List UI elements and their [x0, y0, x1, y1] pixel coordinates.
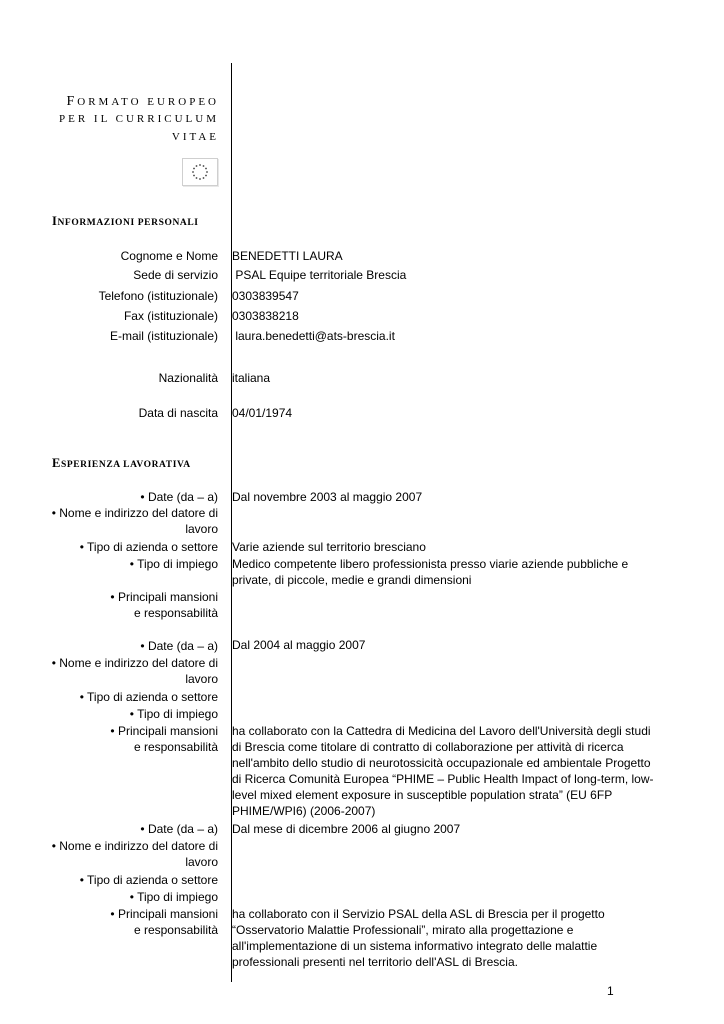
page-number: 1: [607, 984, 614, 998]
label-company-type: • Tipo di azienda o settore: [79, 540, 218, 554]
label-phone: Telefono (istituzionale): [98, 289, 218, 303]
label-duties: • Principali mansioni e responsabilità: [110, 590, 218, 620]
value-phone: 0303839547: [232, 289, 299, 303]
experience-company-type: Varie aziende sul territorio bresciano: [232, 540, 426, 554]
value-name: BENEDETTI LAURA: [232, 249, 343, 263]
label-duties: • Principali mansioni e responsabilità: [110, 907, 218, 937]
experience-date: Dal novembre 2003 al maggio 2007: [232, 490, 423, 504]
label-date: • Date (da – a): [140, 639, 218, 653]
label-employer: • Nome e indirizzo del datore di lavoro: [51, 506, 218, 536]
label-email: E-mail (istituzionale): [109, 329, 218, 343]
experience-date: Dal mese di dicembre 2006 al giugno 2007: [232, 822, 461, 836]
label-duties: • Principali mansioni e responsabilità: [110, 724, 218, 754]
label-office: Sede di servizio: [133, 268, 218, 282]
cv-title-line-3: VITAE: [171, 131, 219, 143]
experience-duties: ha collaborato con la Cattedra di Medicina del Lavoro dell'Università degli studi di Brescia come titolare di contratto di collaborazione per attività di ricerca nell'ambito dello studio di neurotossicità occupazionale ed ambientale Progetto di Ricerca Comunità Europea “PHIME – Public Health Impact of long-term, low-level mixed element exposure in susceptible population strata” (EU 6FP PHIME/WPI6) (2006-2007): [232, 724, 654, 818]
label-date: • Date (da – a): [140, 490, 218, 504]
value-fax: 0303838218: [232, 309, 299, 323]
label-job-type: • Tipo di impiego: [129, 890, 218, 904]
cv-title-line-1: FORMATO EUROPEO: [66, 94, 219, 109]
experience-date: Dal 2004 al maggio 2007: [232, 638, 366, 652]
column-divider: [231, 63, 232, 982]
label-job-type: • Tipo di impiego: [129, 557, 218, 571]
label-fax: Fax (istituzionale): [123, 309, 218, 323]
value-office: PSAL Equipe territoriale Brescia: [232, 268, 407, 282]
label-employer: • Nome e indirizzo del datore di lavoro: [51, 839, 218, 869]
label-birth-date: Data di nascita: [138, 406, 218, 420]
label-company-type: • Tipo di azienda o settore: [79, 690, 218, 704]
cv-title-line-2: PER IL CURRICULUM: [59, 113, 219, 125]
label-name: Cognome e Nome: [120, 249, 218, 263]
value-email[interactable]: laura.benedetti@ats-brescia.it: [232, 329, 395, 343]
section-heading-work: ESPERIENZA LAVORATIVA: [52, 456, 191, 470]
label-employer: • Nome e indirizzo del datore di lavoro: [51, 656, 218, 686]
experience-duties: ha collaborato con il Servizio PSAL della ASL di Brescia per il progetto “Osservatorio Malattie Professionali”, mirato alla progettazione e all'implementazione di un sistema informativo integrato delle malattie professionali presenti nel territorio dell'ASL di Brescia.: [232, 907, 605, 969]
experience-job-type: Medico competente libero professionista presso viarie aziende pubbliche e private, di piccole, medie e grandi dimensioni: [232, 557, 629, 587]
label-nationality: Nazionalità: [158, 371, 218, 385]
label-job-type: • Tipo di impiego: [129, 707, 218, 721]
section-heading-personal: INFORMAZIONI PERSONALI: [52, 214, 199, 228]
eu-flag-icon: [182, 158, 218, 186]
value-birth-date: 04/01/1974: [232, 406, 293, 420]
label-company-type: • Tipo di azienda o settore: [79, 873, 218, 887]
value-nationality: italiana: [232, 371, 271, 385]
label-date: • Date (da – a): [140, 822, 218, 836]
